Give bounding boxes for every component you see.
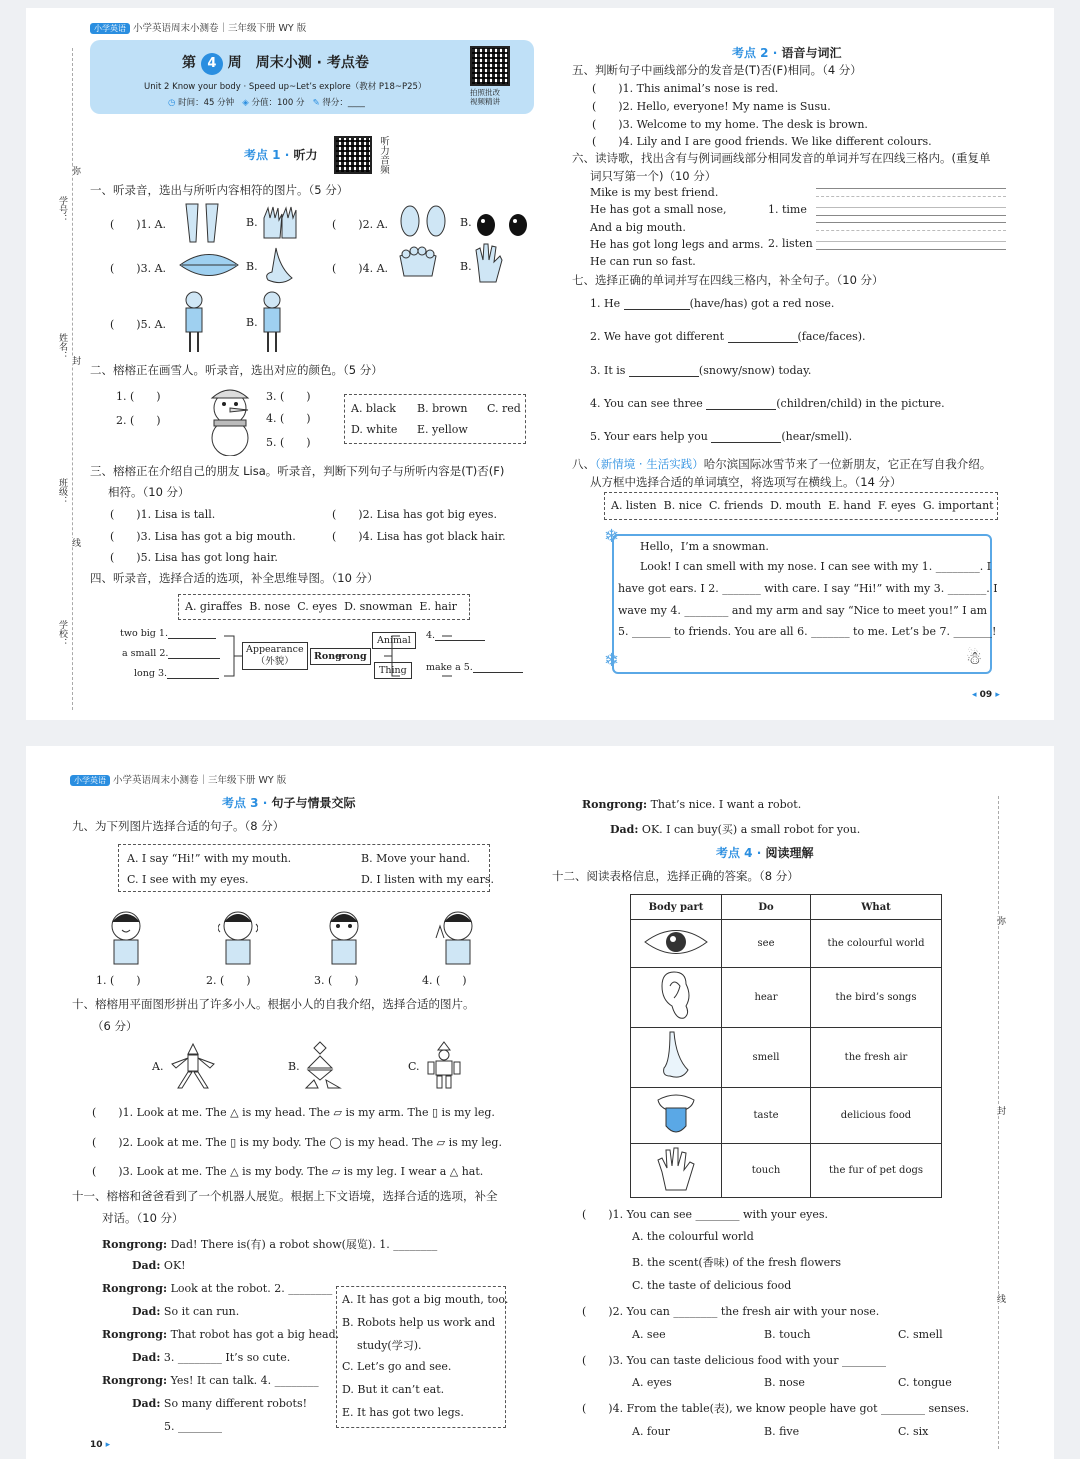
q11-options-box: A. It has got a big mouth, too. B. Robots help us work and study(学习). C. Let’s go and see. D. But it can’t eat. E. It has got two legs. — [336, 1286, 506, 1428]
q2-blank-3[interactable]: 3. ( ) — [266, 390, 311, 403]
triangle-shape-icon: △ — [230, 1106, 239, 1119]
q10-item-2[interactable]: ( )2. Look at me. The ▯ is my body. The ◯ is my head. The ▱ is my leg. — [92, 1136, 502, 1149]
school-label: 学校： — [57, 620, 67, 647]
qr-caption: 拍照批改 视频精讲 — [470, 88, 500, 106]
section-k4-title: 考点 4 · 阅读理解 — [716, 846, 814, 860]
score-icon: ◈ — [242, 98, 249, 108]
q1-item-5[interactable]: ( )5. A. — [110, 318, 167, 331]
q12-option[interactable]: B. touch — [764, 1328, 811, 1341]
q9-blank-1[interactable]: 1. ( ) — [96, 974, 141, 987]
audio-qr-caption: 听力音频 — [378, 136, 389, 174]
mindmap-left-1[interactable]: two big 1. — [120, 628, 216, 639]
eye-icon — [631, 920, 722, 968]
q5-item-3[interactable]: ( )3. Welcome to my home. The desk is brown. — [592, 118, 868, 131]
page-10: 小学英语 小学英语周末小测卷｜三年级下册 WY 版 弥 封 线 考点 3 · 句子与情景交际 九、为下列图片选择合适的句子。（8 分） A. I say “Hi!” with my mouth. B. Move your hand. C. I see with my eyes. D. I listen with my ears. 1. ( ) 2. ( ) 3. ( ) 4. ( ) 十、榕榕用平面图形拼出了许多小人。根据小人的自我介绍，选择合适的图片。 （6 分） A. B. C. ( )1. Look at me. The △ is my head. The ▱ is my arm. The ▯ is my leg. ( )2. Look at me. The ▯ is my body. The ◯ is my head. The ▱ is my leg. ( )3. Look at me. The △ is my body. The ▱ is my leg. I wear a △ hat. 十一、榕榕和爸爸看到了一个机器人展览。根据上下文语境，选择合适的选项，补全 对话。（10 分） Rongrong: Dad! There is(有) a robot show(展览). 1. ________ Dad: OK! Rongrong: Look at the robot. 2. ________ Dad: So it can run. Rongrong: That robot has got a big head. Dad: 3. ________ It’s so cute. Rongrong: Yes! It can talk. 4. ________ Dad: So many different robots! 5. ________ A. It has got a big mouth, too. B. Robots help us work and study(学习). C. Let’s go and see. D. But it can’t eat. E. It has got two legs. 10 ▸ Rongrong: That’s nice. I want a robot. Dad: OK. I can buy(买) a small robot for you. 考点 4 · 阅读理解 十二、阅读表格信息，选择正确的答案。（8 分） Body part Do What see the colourful world hear the bird’s songs smell the fresh air taste delicious food touch the fur of pet dogs ( )1. You can see ________ with your eyes. A. the colourful world B. the scent(香味) of the fresh flowers C. the taste of delicious food ( )2. You can ________ the fresh air with your nose. A. see B. touch C. smell ( )3. You can taste delicious food with your ________ A. eyes B. nose C. tongue ( )4. From the table(表), we know people have got ________ senses. A. four B. five C. six — [26, 746, 1054, 1459]
brand-tag: 小学英语 — [90, 23, 130, 34]
q1-title: 一、听录音，选出与所听内容相符的图片。（5 分） — [90, 183, 349, 197]
snowflake-icon: ❄ — [604, 526, 620, 547]
name-label: 姓名： — [57, 333, 67, 360]
q7-item-1[interactable]: 1. He (have/has) got a red nose. — [590, 297, 835, 310]
q2-blank-5[interactable]: 5. ( ) — [266, 436, 311, 449]
q1-item-1[interactable]: ( )1. A. — [110, 218, 167, 231]
q12-option[interactable]: B. five — [764, 1425, 800, 1438]
section-k1-title: 考点 1 · 听力 — [244, 148, 318, 162]
q6-example-word-2: 2. listen — [768, 237, 813, 250]
triangle-shape-icon: △ — [230, 1165, 239, 1178]
mindmap-left-3[interactable]: long 3. — [134, 668, 219, 679]
book-title: 小学英语周末小测卷｜三年级下册 WY 版 — [113, 775, 287, 786]
q8-options: A. listen B. nice C. friends D. mouth E. hand F. eyes G. important — [611, 499, 994, 512]
mindmap-animal-blank[interactable]: 4. — [426, 630, 485, 641]
q5-item-4[interactable]: ( )4. Lily and I are good friends. We like different colours. — [592, 135, 932, 148]
binding-line — [72, 48, 73, 710]
q8-title: 八、（新情境 · 生活实践）哈尔滨国际冰雪节来了一位新朋友，它正在写自我介绍。 — [572, 457, 992, 471]
clock-icon: ◷ — [168, 98, 176, 108]
q3-item-1[interactable]: ( )1. Lisa is tall. — [110, 508, 216, 521]
parallelogram-shape-icon: ▱ — [333, 1106, 342, 1119]
q6-example-word-1: 1. time — [768, 203, 807, 216]
ears-picture-icon — [398, 204, 450, 242]
section-k2-title: 考点 2 · 语音与词汇 — [732, 46, 842, 60]
q10-label-c: C. — [408, 1060, 420, 1073]
parallelogram-shape-icon: ▱ — [331, 1165, 341, 1178]
girl-picture-a-icon — [180, 290, 208, 358]
q11-title: 十一、榕榕和爸爸看到了一个机器人展览。根据上下文语境，选择合适的选项，补全 — [72, 1189, 498, 1203]
q12-option[interactable]: A. the colourful world — [632, 1230, 754, 1243]
q12-question-3[interactable]: ( )3. You can taste delicious food with your ________ — [582, 1354, 887, 1367]
q7-item-2[interactable]: 2. We have got different (face/faces). — [590, 330, 866, 343]
q12-option[interactable]: C. smell — [898, 1328, 943, 1341]
q6-title: 六、读诗歌，找出含有与例词画线部分相同发音的单词并写在四线三格内。(重复单 — [572, 151, 991, 165]
girl-picture-b-icon — [258, 290, 286, 358]
letter-line[interactable]: Look! I can smell with my nose. I can see with my 1. ________. I — [640, 560, 992, 573]
rectangle-shape-icon: ▯ — [431, 1106, 439, 1119]
title-banner — [90, 40, 534, 114]
q12-question-2[interactable]: ( )2. You can ________ the fresh air with your nose. — [582, 1305, 880, 1318]
q9-blank-4[interactable]: 4. ( ) — [422, 974, 467, 987]
dialog-line: Rongrong: That’s nice. I want a robot. — [582, 798, 802, 811]
q9-blank-3[interactable]: 3. ( ) — [314, 974, 359, 987]
q12-option[interactable]: C. the taste of delicious food — [632, 1279, 792, 1292]
seal-char-2: 封 — [70, 356, 80, 365]
mindmap-center: Rongrong — [310, 648, 371, 665]
dialog-line[interactable]: 5. ________ — [164, 1420, 222, 1433]
letter-line: Hello，I’m a snowman. — [640, 540, 769, 553]
table-row: smell the fresh air — [631, 1028, 942, 1088]
shape-figure-b-icon — [304, 1040, 344, 1094]
q12-option[interactable]: C. six — [898, 1425, 929, 1438]
q4-title: 四、听录音，选择合适的选项，补全思维导图。（10 分） — [90, 571, 379, 585]
letter-line[interactable]: have got ears. I 2. _______ with care. I say “Hi!” with my 3. _______. I — [618, 582, 998, 595]
q10-item-1[interactable]: ( )1. Look at me. The △ is my head. The ▱ is my arm. The ▯ is my leg. — [92, 1106, 495, 1119]
dialog-line: Dad: OK! — [132, 1259, 186, 1272]
q3-title: 三、榕榕正在介绍自己的朋友 Lisa。听录音，判断下列句子与所听内容是(T)否(F) — [90, 464, 505, 478]
q8-options-box — [604, 492, 998, 520]
snowflake-icon: ❄ — [604, 650, 620, 671]
tongue-icon — [631, 1088, 722, 1144]
q2-blank-2[interactable]: 2. ( ) — [116, 414, 161, 427]
dialog-line[interactable]: Rongrong: Yes! It can talk. 4. ________ — [102, 1374, 319, 1387]
seal-char-1: 弥 — [70, 166, 80, 175]
binding-line — [998, 796, 999, 1449]
q10-label-a: A. — [152, 1060, 164, 1073]
poem-line: Mike is my best friend. — [590, 186, 719, 199]
poem-line: And a big mouth. — [590, 221, 686, 234]
poem-line: He has got a small nose, — [590, 203, 727, 216]
table-row: taste delicious food — [631, 1088, 942, 1144]
poem-line: He has got long legs and arms. — [590, 238, 764, 251]
qr-code[interactable] — [470, 46, 510, 86]
q12-option[interactable]: B. nose — [764, 1376, 805, 1389]
seal-char-2: 封 — [995, 1106, 1005, 1115]
q12-question-4[interactable]: ( )4. From the table(表), we know people have got ________ senses. — [582, 1402, 970, 1415]
hand-picture-icon — [474, 242, 504, 288]
page-number: ◂ 09 ▸ — [972, 690, 1000, 700]
table-row: touch the fur of pet dogs — [631, 1144, 942, 1198]
parallelogram-shape-icon: ▱ — [436, 1136, 446, 1149]
q5-title: 五、判断句子中画线部分的发音是(T)否(F)相同。（4 分） — [572, 63, 862, 77]
q1-item-3[interactable]: ( )3. A. — [110, 262, 167, 275]
dialog-line: Dad: So many different robots! — [132, 1397, 308, 1410]
q12-option[interactable]: A. eyes — [632, 1376, 672, 1389]
q2-blank-1[interactable]: 1. ( ) — [116, 390, 161, 403]
senses-table — [630, 894, 942, 1198]
q12-title: 十二、阅读表格信息，选择正确的答案。（8 分） — [552, 869, 799, 883]
mindmap-thing-blank[interactable]: make a 5. — [426, 662, 523, 673]
q2-options-box: A. black B. brown C. red D. white E. yellow — [344, 394, 526, 444]
q7-item-5[interactable]: 5. Your ears help you (hear/smell). — [590, 430, 853, 443]
q9-blank-2[interactable]: 2. ( ) — [206, 974, 251, 987]
ear-icon — [631, 968, 722, 1028]
dialog-line[interactable]: Rongrong: Look at the robot. 2. ________ — [102, 1282, 333, 1295]
q12-option[interactable]: B. the scent(香味) of the fresh flowers — [632, 1256, 842, 1269]
foot-picture-icon — [398, 246, 438, 282]
mindmap-appearance: Appearance （外貌） — [242, 642, 308, 670]
seal-char-3: 线 — [995, 1294, 1005, 1303]
nose-icon — [631, 1028, 722, 1088]
shape-figure-c-icon — [424, 1040, 464, 1094]
seal-char-1: 弥 — [995, 916, 1005, 925]
q12-question-1[interactable]: ( )1. You can see ________ with your eyes. — [582, 1208, 829, 1221]
top-bar — [90, 20, 306, 34]
top-bar — [70, 772, 286, 786]
girl-mouth-picture-icon — [106, 908, 146, 970]
dialog-line[interactable]: Rongrong: Dad! There is(有) a robot show(展览). 1. ________ — [102, 1238, 438, 1251]
dialog-line: Dad: So it can run. — [132, 1305, 240, 1318]
q1-item-4[interactable]: ( )4. A. — [332, 262, 389, 275]
mindmap-animal: Animal — [372, 632, 416, 649]
q7-item-4[interactable]: 4. You can see three (children/child) in the picture. — [590, 397, 945, 410]
q3-item-3[interactable]: ( )3. Lisa has got a big mouth. — [110, 530, 296, 543]
letter-line[interactable]: 5. _______ to friends. You are all 6. _______ to me. Let’s be 7. _______! — [618, 625, 997, 638]
poem-line: He can run so fast. — [590, 255, 696, 268]
dialog-line: Dad: OK. I can buy(买) a small robot for you. — [610, 823, 861, 836]
q1-item-2[interactable]: ( )2. A. — [332, 218, 389, 231]
q10-title: 十、榕榕用平面图形拼出了许多小人。根据小人的自我介绍，选择合适的图片。 — [72, 997, 475, 1011]
dialog-line: Rongrong: That robot has got a big head. — [102, 1328, 340, 1341]
table-row: see the colourful world — [631, 920, 942, 968]
q2-title: 二、榕榕正在画雪人。听录音，选出对应的颜色。（5 分） — [90, 363, 383, 377]
mindmap-left-2[interactable]: a small 2. — [122, 648, 220, 659]
q10-label-b: B. — [288, 1060, 300, 1073]
brand-tag: 小学英语 — [70, 775, 110, 786]
rectangle-shape-icon: ▯ — [230, 1136, 237, 1149]
mindmap-thing: Thing — [374, 662, 412, 679]
snowman-icon: ☃ — [966, 648, 983, 669]
audio-qr-code[interactable] — [334, 136, 372, 174]
banner-subtitle: Unit 2 Know your body · Speed up~Let’s explore（教材 P18~P25） — [144, 82, 427, 92]
q3-item-4[interactable]: ( )4. Lisa has got black hair. — [332, 530, 506, 543]
table-row: hear the bird’s songs — [631, 968, 942, 1028]
dialog-line[interactable]: Dad: 3. ________ It’s so cute. — [132, 1351, 291, 1364]
legs-picture-icon — [178, 202, 226, 248]
eyes-picture-icon — [474, 212, 530, 242]
week-number-badge: 4 — [201, 53, 223, 75]
circle-shape-icon: ◯ — [329, 1136, 342, 1149]
page-number: 10 ▸ — [90, 1440, 111, 1450]
hands-picture-icon — [260, 204, 300, 244]
q4-options: A. giraffes B. nose C. eyes D. snowman E. hair — [185, 600, 457, 613]
triangle-shape-icon: △ — [449, 1165, 459, 1178]
q9-title: 九、为下列图片选择合适的句子。（8 分） — [72, 819, 285, 833]
q10-item-3[interactable]: ( )3. Look at me. The △ is my body. The ▱ is my leg. I wear a △ hat. — [92, 1165, 484, 1178]
q9-options-box: A. I say “Hi!” with my mouth. B. Move your hand. C. I see with my eyes. D. I listen with my ears. — [118, 844, 490, 892]
q2-blank-4[interactable]: 4. ( ) — [266, 412, 311, 425]
letter-line[interactable]: wave my 4. ________ and my arm and say “Nice to meet you!” I am — [618, 604, 988, 617]
q3-item-2[interactable]: ( )2. Lisa has got big eyes. — [332, 508, 497, 521]
mouth-picture-icon — [178, 250, 240, 284]
q4-options-box — [178, 594, 470, 620]
class-label: 班级： — [57, 478, 67, 505]
book-title: 小学英语周末小测卷｜三年级下册 WY 版 — [133, 23, 307, 34]
student-id-label: 学号： — [57, 196, 67, 223]
table-header-row: Body part Do What — [631, 895, 942, 920]
q12-option[interactable]: A. see — [632, 1328, 666, 1341]
nose-picture-icon — [262, 246, 296, 290]
snowman-picture-icon — [190, 386, 270, 460]
q7-item-3[interactable]: 3. It is (snowy/snow) today. — [590, 364, 812, 377]
page-09: 小学英语 小学英语周末小测卷｜三年级下册 WY 版 学号： 姓名： 班级： 学校： 弥 封 线 第 4 周 周末小测 · 考点卷 Unit 2 Know your body · Speed up~Let’s explore（教材 P18~P25） ◷ 时间：45 分钟 ◈ 分值：100 分 ✎ 得分：____ 拍照批改 视频精讲 考点 1 · 听力 听力音频 一、听录音，选出与所听内容相符的图片。（5 分） ( )1. A. B. ( )2. A. B. ( )3. A. B. ( )4. A. B. ( )5. A. B. 二、榕榕正在画雪人。听录音，选出对应的颜色。（5 分） 1. ( ) 2. ( ) 3. ( ) 4. ( ) 5. ( ) A. black B. brown C. red D. white E. yellow 三、榕榕正在介绍自己的朋友 Lisa。听录音，判断下列句子与所听内容是(T)否(F) 相符。（10 分） ( )1. Lisa is tall. ( )2. Lisa has got big eyes. ( )3. Lisa has got a big mouth. ( )4. Lisa has got black hair. ( )5. Lisa has got long hair. 四、听录音，选择合适的选项，补全思维导图。（10 分） A. giraffes B. nose C. eyes D. snowman E. hair two big 1. a small 2. long 3. Appearance （外貌） Rongrong Animal Thing 4. make a 5. 考点 2 · 语音与词汇 五、判断句子中画线部分的发音是(T)否(F)相同。（4 分） ( )1. This animal’s nose is red. ( )2. Hello, everyone! My name is Susu. ( )3. Welcome to my home. The desk is brown. ( )4. Lily and I are good friends. We like different colours. 六、读诗歌，找出含有与例词画线部分相同发音的单词并写在四线三格内。(重复单 词只写第一个)（10 分） Mike is my best friend. He has got a small nose, And a big mouth. He has got long legs and arms. He can run so fast. 1. time 2. listen 七、选择正确的单词并写在四线三格内，补全句子。（10 分） 1. He (have/has) got a red nose. 2. We have got different (face/faces). 3. It is (snowy/snow) today. 4. You can see three (children/child) in the picture. 5. Your ears help you (hear/smell). 八、（新情境 · 生活实践）哈尔滨国际冰雪节来了一位新朋友，它正在写自我介绍。 从方框中选择合适的单词填空，将选项写在横线上。（14 分） A. listen B. nice C. friends D. mouth E. hand F. eyes G. important ❄ ❄ ☃ Hello，I’m a snowman. Look! I can smell with my nose. I can see with my 1. ________. I have got ears. I 2. _______ with care. I say “Hi!” with my 3. _______. I wave my 4. ________ and my arm and say “Nice to meet you!” I am 5. _______ to friends. You are all 6. _______ to me. Let’s be 7. _______! ◂ 09 ▸ — [26, 8, 1054, 720]
banner-title: 第 4 周 周末小测 · 考点卷 — [182, 52, 369, 75]
girl-eyes-picture-icon — [324, 908, 364, 970]
q7-title: 七、选择正确的单词并写在四线三格内，补全句子。（10 分） — [572, 273, 884, 287]
banner-meta: ◷ 时间：45 分钟 ◈ 分值：100 分 ✎ 得分：____ — [168, 98, 365, 108]
q5-item-2[interactable]: ( )2. Hello, everyone! My name is Susu. — [592, 100, 831, 113]
hand-icon — [631, 1144, 722, 1198]
q12-option[interactable]: A. four — [632, 1425, 670, 1438]
q12-option[interactable]: C. tongue — [898, 1376, 952, 1389]
q5-item-1[interactable]: ( )1. This animal’s nose is red. — [592, 82, 779, 95]
seal-char-3: 线 — [70, 538, 80, 547]
shape-figure-a-icon — [168, 1042, 218, 1094]
section-k3-title: 考点 3 · 句子与情景交际 — [222, 796, 356, 810]
q3-item-5[interactable]: ( )5. Lisa has got long hair. — [110, 551, 278, 564]
girl-wave-picture-icon — [434, 908, 484, 970]
pen-icon: ✎ — [312, 98, 320, 108]
girl-ears-picture-icon — [218, 908, 258, 970]
